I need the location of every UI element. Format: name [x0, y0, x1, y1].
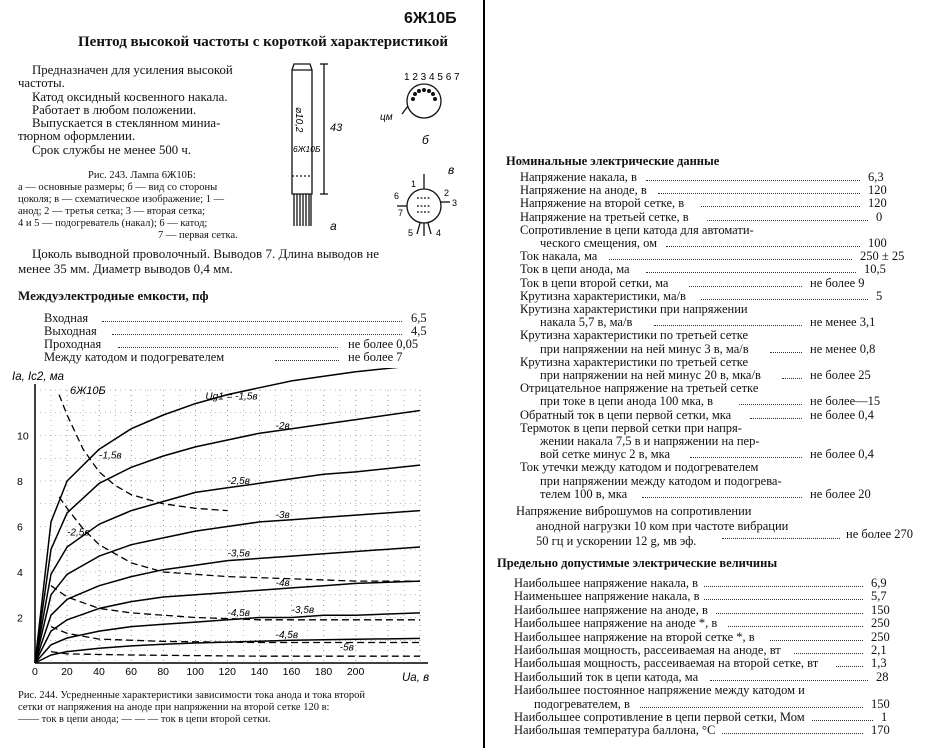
screen-curve-label: -4,5в	[275, 629, 299, 641]
nominal-row-value: не менее 3,1	[810, 315, 876, 330]
vibration-line: анодной нагрузки 10 ком при частоте вибрации	[536, 519, 789, 533]
nominal-row-value: 250 ± 25	[860, 249, 905, 264]
leader-dots	[609, 259, 852, 260]
nominal-row	[520, 487, 920, 501]
leader-dots	[690, 457, 802, 458]
capacitance-table	[30, 311, 445, 367]
limits-row-value: 1	[881, 710, 888, 724]
nominal-row-label: Напряжение на третьей сетке, в	[520, 209, 689, 224]
leader-dots	[642, 497, 802, 498]
leader-dots	[701, 206, 860, 207]
vibration-block	[516, 504, 788, 549]
caption-line: Рис. 244. Усредненные характеристики зависимости тока анода и тока второй	[18, 690, 365, 701]
leader-dots	[716, 613, 863, 614]
limits-row-label: Наибольшая мощность, рассеиваемая на аноде, вт	[514, 643, 781, 657]
caption-line: 7 — первая сетка.	[158, 230, 238, 241]
fig243-diameter: ⌀10,2	[293, 107, 304, 133]
screen-curve-label: -1,5в	[99, 450, 122, 462]
fig243-pin-2: 2	[444, 188, 450, 198]
nominal-row-label: Напряжение на аноде, в	[520, 183, 647, 198]
y-tick-label: 8	[17, 476, 23, 488]
y-tick-label: 10	[17, 430, 29, 443]
nominal-row	[520, 289, 920, 303]
leader-dots	[704, 586, 863, 587]
x-tick-label: 60	[125, 666, 137, 678]
leader-dots	[658, 193, 860, 194]
nominal-row	[520, 183, 920, 197]
leader-dots	[750, 418, 802, 419]
nominal-row-label: телем 100 в, мка	[540, 486, 628, 501]
screen-current-line	[59, 395, 227, 511]
nominal-row-label: при напряжении между катодом и подогрева-	[540, 473, 782, 488]
nominal-row-label: Ток утечки между катодом и подогревателем	[520, 460, 759, 475]
fig243-label-b: б	[422, 133, 429, 147]
leader-dots	[770, 352, 802, 353]
nominal-table	[520, 170, 920, 500]
nominal-row-label: накала 5,7 в, ма/в	[540, 315, 633, 330]
capacitance-row	[30, 350, 445, 364]
capacitance-label: Между катодом и подогревателем	[44, 350, 225, 364]
leader-dots	[728, 626, 863, 627]
limits-row-label: Наибольшее напряжение на аноде, в	[514, 602, 708, 617]
limits-row	[514, 603, 924, 617]
fig243-pin-5: 5	[408, 228, 414, 238]
x-tick-label: 160	[282, 666, 301, 678]
tube-pins-b	[411, 88, 437, 101]
limits-row-label: Наибольшее сопротивление в цепи первой сетки, Мом	[514, 710, 805, 724]
limits-row-value: 250	[871, 629, 890, 644]
capacitance-label: Выходная	[44, 324, 97, 338]
nominal-row	[520, 474, 920, 488]
limits-title: Предельно допустимые электрические величины	[497, 556, 778, 570]
limits-row-value: 150	[871, 602, 890, 617]
nominal-row	[520, 342, 920, 356]
nominal-row-value: 120	[868, 183, 887, 198]
screen-current-line	[51, 652, 420, 657]
caption-line: Рис. 243. Лампа 6Ж10Б:	[88, 170, 196, 181]
limits-row-label: Наибольшая мощность, рассеиваемая на второй сетке, вт	[514, 656, 819, 671]
nominal-row-label: Крутизна характеристики по третьей сетке	[520, 354, 749, 369]
capacitance-label: Проходная	[44, 337, 102, 351]
limits-row-label: Наибольший ток в цепи катода, ма	[514, 669, 699, 684]
nominal-row-value: 5	[876, 288, 883, 303]
y-tick-label: 2	[17, 612, 23, 625]
limits-row	[514, 697, 924, 711]
leader-dots	[646, 272, 856, 273]
y-axis-label: Ia, Ic2, ма	[12, 371, 64, 383]
nominal-row-value: 100	[868, 236, 887, 250]
fig243-pin-7: 7	[398, 208, 404, 218]
leader-dots	[722, 538, 840, 539]
nominal-row-label: жении накала 7,5 в и напряжении на пер-	[540, 434, 760, 448]
leader-dots	[782, 378, 802, 379]
leader-dots	[112, 334, 402, 335]
limits-row	[514, 576, 924, 590]
fig243-height: 43	[330, 122, 343, 134]
fig243-caption	[18, 170, 238, 242]
intro-line: тюрном оформлении.	[18, 129, 136, 144]
page-title: Пентод высокой частоты с короткой характеристикой	[78, 34, 449, 50]
nominal-row-value: 120	[868, 196, 887, 211]
capacitance-value: не более 7	[348, 350, 403, 364]
nominal-row	[520, 460, 920, 474]
leader-dots	[794, 653, 863, 654]
intro-line: Выпускается в стеклянном миниа-	[32, 116, 221, 131]
x-tick-label: 200	[346, 666, 365, 678]
chart-title: 6Ж10Б	[70, 385, 106, 397]
base-line: Цоколь выводной проволочный. Выводов 7. Длина выводов не	[32, 246, 380, 261]
characteristics-chart	[10, 368, 440, 688]
nominal-row-label: Сопротивление в цепи катода для автомати-	[520, 222, 754, 237]
nominal-row	[520, 447, 920, 461]
limits-row-value: 1,3	[871, 656, 887, 671]
tube-code-header: 6Ж10Б	[404, 10, 457, 27]
fig243-label-a: а	[330, 219, 337, 233]
limits-row-value: 250	[871, 616, 890, 631]
leader-dots	[654, 325, 802, 326]
x-tick-label: 120	[218, 666, 237, 678]
caption-line: —— ток в цепи анода; — — — ток в цепи второй сетки.	[18, 714, 271, 725]
y-tick-label: 6	[17, 521, 23, 534]
fig243-tube-mark: 6Ж10Б	[293, 144, 321, 154]
capacitance-title: Междуэлектродные емкости, пф	[18, 288, 209, 303]
nominal-row-label: вой сетке минус 2 в, мка	[540, 447, 671, 462]
nominal-row-label: Крутизна характеристики при напряжении	[520, 302, 748, 316]
limits-row-label: Наибольшая температура баллона, °С	[514, 723, 716, 738]
leader-dots	[275, 360, 339, 361]
nominal-row	[520, 302, 920, 316]
leader-dots	[707, 220, 868, 221]
intro-text	[18, 64, 233, 157]
nominal-row-label: Напряжение на второй сетке, в	[520, 196, 685, 211]
nominal-row-value: 0	[876, 209, 883, 224]
vibration-value: не более 270	[846, 527, 914, 541]
leader-dots	[770, 640, 863, 641]
fig243-pin-numbers: 1 2 3 4 5 6 7	[404, 72, 460, 83]
anode-curve-label: -2,5в	[227, 475, 250, 487]
limits-row	[514, 616, 924, 630]
nominal-row-value: не более 25	[810, 368, 871, 382]
nominal-row	[520, 421, 920, 435]
nominal-row-value: не более 0,4	[810, 447, 874, 462]
nominal-row	[520, 368, 920, 382]
nominal-row	[520, 276, 920, 290]
caption-line: сетки от напряжения на аноде при напряжении на второй сетке 120 в:	[18, 702, 330, 713]
nominal-title: Номинальные электрические данные	[506, 154, 720, 168]
intro-line: Срок службы не менее 500 ч.	[32, 142, 191, 157]
screen-curve-label: -2,5в	[67, 527, 90, 539]
nominal-row	[520, 196, 920, 210]
nominal-row	[520, 170, 920, 184]
nominal-row	[520, 355, 920, 369]
leader-dots	[722, 733, 863, 734]
anode-curve-label: -4в	[275, 578, 290, 590]
nominal-row	[520, 434, 920, 448]
screen-curve-label: -3,5в	[291, 604, 315, 616]
fig243-pin-3: 3	[452, 198, 458, 208]
nominal-row-label: Крутизна характеристики, ма/в	[520, 288, 686, 303]
leader-dots	[689, 286, 802, 287]
nominal-row-label: при напряжении на ней минус 3 в, ма/в	[540, 341, 749, 356]
column-divider	[483, 0, 485, 748]
y-tick-label: 4	[17, 567, 23, 579]
x-tick-label: 100	[186, 666, 204, 678]
nominal-row-label: ческого смещения, ом	[540, 236, 658, 250]
limits-row-value: 28	[876, 669, 889, 684]
nominal-row-label: Напряжение накала, в	[520, 170, 637, 184]
limits-row-value: 5,7	[871, 589, 887, 604]
nominal-row-label: Отрицательное напряжение на третьей сетке	[520, 381, 759, 396]
nominal-row	[520, 236, 920, 250]
capacitance-row	[30, 311, 445, 325]
anode-curve-label: -3,5в	[227, 548, 250, 560]
x-tick-label: 180	[314, 666, 333, 678]
limits-row-value: 170	[871, 723, 890, 738]
nominal-row	[520, 315, 920, 329]
capacitance-row	[30, 337, 445, 351]
screen-current-line	[59, 497, 420, 581]
nominal-row	[520, 394, 920, 408]
vibration-line: 50 гц и ускорении 12 g, мв эф.	[536, 534, 697, 548]
x-tick-label: 20	[61, 666, 73, 678]
nominal-row-label: при токе в цепи анода 100 мка, в	[540, 394, 714, 409]
limits-row-value: 150	[871, 696, 890, 711]
limits-row-label: Наибольшее постоянное напряжение между катодом и	[514, 683, 805, 698]
nominal-row-value: не более 20	[810, 486, 871, 501]
leader-dots	[812, 720, 873, 721]
fig244-caption	[18, 690, 365, 726]
x-tick-label: 0	[32, 666, 38, 678]
nominal-row-value: не более 0,4	[810, 407, 874, 422]
x-tick-label: 80	[157, 666, 170, 678]
nominal-row	[520, 249, 920, 263]
limits-row	[514, 683, 924, 697]
nominal-row	[520, 408, 920, 422]
capacitance-value: не более 0,05	[348, 337, 419, 351]
leader-dots	[710, 680, 868, 681]
nominal-row	[520, 381, 920, 395]
fig243-pin-1: 1	[411, 179, 417, 189]
caption-line: цоколя; в — схематическое изображение; 1 —	[18, 194, 225, 205]
fig243-label-v: в	[448, 163, 455, 177]
limits-row-value: 2,1	[871, 643, 887, 657]
limits-table	[514, 576, 924, 746]
limits-row-label: Наименьшее напряжение накала, в	[514, 589, 700, 604]
nominal-row-label: Ток накала, ма	[520, 249, 598, 264]
limits-row-label: Наибольшее напряжение на второй сетке *, в	[514, 629, 755, 644]
intro-line: Предназначен для усиления высокой	[32, 63, 233, 77]
nominal-row-label: Ток в цепи анода, ма	[520, 262, 630, 277]
leader-dots	[118, 347, 338, 348]
nominal-row-label: Ток в цепи второй сетки, ма	[520, 275, 669, 290]
caption-line: анод; 2 — третья сетка; 3 — вторая сетка;	[18, 206, 206, 217]
nominal-row-label: Термоток в цепи первой сетки при напря-	[520, 420, 742, 435]
nominal-row	[520, 262, 920, 276]
limits-row-label: подогревателем, в	[534, 696, 630, 711]
leader-dots	[701, 299, 868, 300]
limits-row	[514, 589, 924, 603]
caption-line: а — основные размеры; б — вид со стороны	[18, 182, 218, 193]
limits-row-label: Наибольшее напряжение на аноде *, в	[514, 616, 718, 631]
leader-dots	[646, 180, 860, 181]
intro-line: частоты.	[18, 76, 65, 91]
base-line: менее 35 мм. Диаметр выводов 0,4 мм.	[18, 261, 233, 276]
limits-row-value: 6,9	[871, 576, 887, 590]
anode-curve-label: Ug1 = -1,5в	[205, 391, 258, 403]
leader-dots	[739, 404, 802, 405]
base-description	[18, 246, 379, 276]
x-axis-label: Ua, в	[402, 672, 430, 684]
limits-row	[514, 670, 924, 684]
anode-current-line	[35, 465, 420, 663]
limits-row	[514, 723, 924, 737]
fig243-pin-6: 6	[394, 191, 400, 201]
capacitance-row	[30, 324, 445, 338]
nominal-row-value: 6,3	[868, 170, 884, 184]
nominal-row	[520, 328, 920, 342]
leader-dots	[704, 599, 863, 600]
x-tick-label: 40	[93, 666, 105, 678]
anode-curve-label: -4,5в	[227, 607, 250, 619]
nominal-row	[520, 223, 920, 237]
anode-curve-label: -3в	[275, 509, 290, 521]
limits-row-label: Наибольшее напряжение накала, в	[514, 576, 699, 590]
capacitance-value: 6,5	[411, 311, 427, 325]
anode-curve-label: -2в	[275, 421, 290, 433]
tube-drawing	[272, 56, 472, 241]
capacitance-value: 4,5	[411, 324, 427, 338]
caption-line: 4 и 5 — подогреватель (накал); 6 — катод;	[18, 218, 208, 229]
nominal-row	[520, 210, 920, 224]
leader-dots	[666, 246, 860, 247]
nominal-row-value: не более 9	[810, 275, 865, 290]
nominal-row-value: 10,5	[864, 262, 886, 277]
limits-row	[514, 643, 924, 657]
leader-dots	[640, 707, 863, 708]
leader-dots	[102, 321, 402, 322]
nominal-row-label: Обратный ток в цепи первой сетки, мка	[520, 407, 732, 422]
screen-curve-label: -5в	[339, 642, 354, 654]
x-tick-label: 140	[250, 666, 269, 678]
capacitance-label: Входная	[44, 311, 89, 325]
fig243-cm-label: цм	[380, 112, 393, 123]
limits-row	[514, 630, 924, 644]
fig243-pin-4: 4	[436, 228, 442, 238]
limits-row	[514, 710, 924, 724]
vibration-line: Напряжение виброшумов на сопротивлении	[516, 504, 752, 518]
nominal-row-label: при напряжении на ней минус 20 в, мка/в	[540, 368, 761, 382]
leader-dots	[836, 666, 863, 667]
intro-line: Катод оксидный косвенного накала.	[32, 89, 228, 104]
nominal-row-value: не менее 0,8	[810, 341, 876, 356]
limits-row	[514, 656, 924, 670]
intro-line: Работает в любом положении.	[32, 102, 197, 117]
nominal-row-value: не более—15	[810, 394, 881, 409]
nominal-row-label: Крутизна характеристики по третьей сетке	[520, 328, 749, 343]
